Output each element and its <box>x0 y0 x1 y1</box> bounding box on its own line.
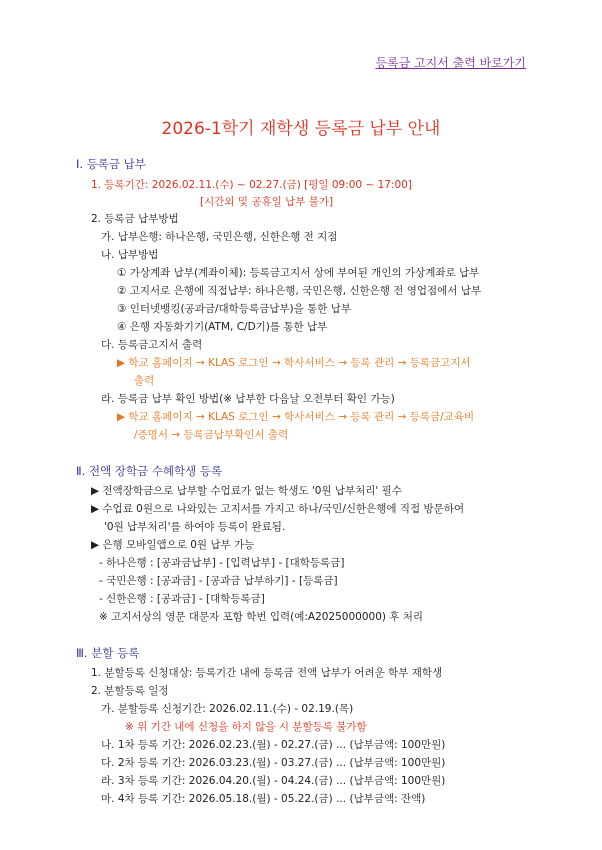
installment-2: 다. 2차 등록 기간: 2026.03.23.(월) - 03.27.(금) ... (납부금액: 100만원) <box>101 757 446 769</box>
scholarship-line-1: ▶ 전액장학금으로 납부할 수업료가 없는 학생도 '0원 납부처리' 필수 <box>91 485 402 497</box>
payment-confirm-path-cont: /증명서 → 등록금납부확인서 출력 <box>134 429 289 441</box>
scholarship-line-3: '0원 납부처리'를 하여야 등록이 완료됨. <box>104 521 286 533</box>
payment-ways-title: 나. 납부방법 <box>101 249 159 261</box>
payment-way-2: ② 고지서로 은행에 직접납부: 하나은행, 국민은행, 신한은행 전 영업점에서 납부 <box>117 285 482 297</box>
payment-confirm-path: ▶ 학교 홈페이지 → KLAS 로그인 → 학사서비스 → 등록 관리 → 등록금/교육비 <box>117 411 475 423</box>
installment-apply-period: 가. 분할등록 신청기간: 2026.02.11.(수) - 02.19.(목) <box>101 703 354 715</box>
registration-period-note: [시간외 및 공휴일 납부 불가] <box>200 196 334 208</box>
scholarship-line-4: ▶ 은행 모바일앱으로 0원 납부 가능 <box>91 539 255 551</box>
installment-target: 1. 분할등록 신청대상: 등록기간 내에 등록금 전액 납부가 어려운 학부 재학생 <box>91 667 443 679</box>
scholarship-note: ※ 고지서상의 영문 대문자 포함 학번 입력(예:A2025000000) 후 처리 <box>99 611 424 623</box>
scholarship-kookmin: - 국민은행 : [공과금] - [공과금 납부하기] - [등록금] <box>99 575 338 587</box>
bill-print-path-cont: 출력 <box>134 375 155 387</box>
scholarship-line-2: ▶ 수업료 0원으로 나와있는 고지서를 가지고 하나/국민/신한은행에 직접 방문하여 <box>91 503 465 515</box>
scholarship-hana: - 하나은행 : [공과금납부] - [입력납부] - [대학등록금] <box>99 557 345 569</box>
registration-period: 1. 등록기간: 2026.02.11.(수) ~ 02.27.(금) [평일 09:00 ~ 17:00] <box>91 179 412 191</box>
payment-way-4: ④ 은행 자동화기기(ATM, C/D기)를 통한 납부 <box>117 321 328 333</box>
page-title: 2026-1학기 재학생 등록금 납부 안내 <box>161 119 441 139</box>
installment-3: 라. 3차 등록 기간: 2026.04.20.(월) - 04.24.(금) ... (납부금액: 100만원) <box>101 775 446 787</box>
installment-1: 나. 1차 등록 기간: 2026.02.23.(월) - 02.27.(금) ... (납부금액: 100만원) <box>101 739 446 751</box>
installment-warning: ※ 위 기간 내에 신청을 하지 않을 시 분할등록 불가함 <box>125 721 367 733</box>
payment-confirm-title: 라. 등록금 납부 확인 방법(※ 납부한 다음날 오전부터 확인 가능) <box>101 393 395 405</box>
section-2-heading: Ⅱ. 전액 장학금 수혜학생 등록 <box>76 464 223 478</box>
section-1-heading: Ⅰ. 등록금 납부 <box>76 157 146 171</box>
payment-method-title: 2. 등록금 납부방법 <box>91 213 179 225</box>
installment-schedule-title: 2. 분할등록 일정 <box>91 685 169 697</box>
bill-print-path: ▶ 학교 홈페이지 → KLAS 로그인 → 학사서비스 → 등록 관리 → 등록금고지서 <box>117 357 471 369</box>
payment-way-3: ③ 인터넷뱅킹(공과금/대학등록금납부)을 통한 납부 <box>117 303 352 315</box>
payment-way-1: ① 가상계좌 납부(계좌이체): 등록금고지서 상에 부여된 개인의 가상계좌로 납부 <box>117 267 480 279</box>
tuition-bill-print-link[interactable]: 등록금 고지서 출력 바로가기 <box>375 56 526 70</box>
scholarship-shinhan: - 신한은행 : [공과금] - [대학등록금] <box>99 593 265 605</box>
section-3-heading: Ⅲ. 분할 등록 <box>76 646 140 660</box>
installment-4: 마. 4차 등록 기간: 2026.05.18.(월) - 05.22.(금) ... (납부금액: 잔액) <box>101 793 426 805</box>
bill-print-title: 다. 등록금고지서 출력 <box>101 339 203 351</box>
payment-banks: 가. 납부은행: 하나은행, 국민은행, 신한은행 전 지점 <box>101 231 338 243</box>
